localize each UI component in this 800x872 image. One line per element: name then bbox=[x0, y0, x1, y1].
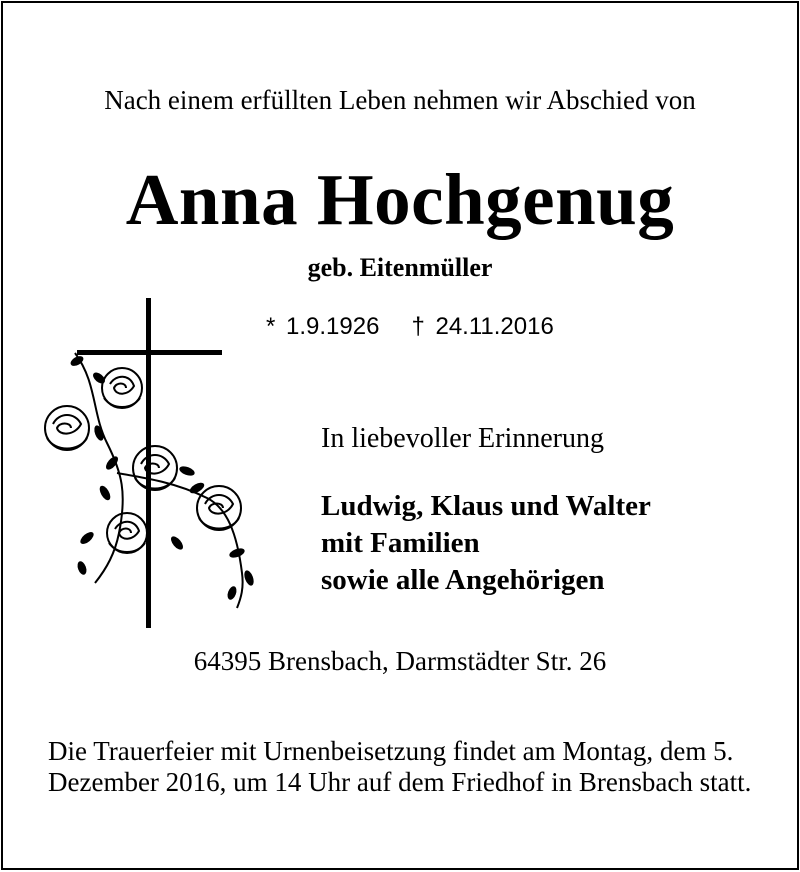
obituary-notice bbox=[1, 1, 799, 870]
ceremony-text: Die Trauerfeier mit Urnenbeisetzung findet am Montag, dem 5. Dezember 2016, um 14 Uhr auf dem Friedhof in Brensbach statt. bbox=[48, 736, 752, 797]
birth-name: geb. Eitenmüller bbox=[307, 253, 493, 282]
birth-date: * 1.9.1926 bbox=[266, 313, 380, 340]
life-dates bbox=[266, 313, 554, 341]
cross-with-roses-icon bbox=[37, 293, 267, 633]
mourner-line: mit Familien bbox=[321, 527, 480, 559]
mourners-list bbox=[321, 488, 651, 599]
memory-line: In liebevoller Erinnerung bbox=[321, 423, 605, 454]
mourner-line: Ludwig, Klaus und Walter bbox=[321, 490, 651, 522]
mourner-line: sowie alle Angehörigen bbox=[321, 564, 605, 596]
death-date: † 24.11.2016 bbox=[411, 313, 554, 340]
address: 64395 Brensbach, Darmstädter Str. 26 bbox=[193, 646, 607, 676]
deceased-name: Anna Hochgenug bbox=[125, 159, 675, 240]
intro-text: Nach einem erfüllten Leben nehmen wir Abschied von bbox=[104, 85, 696, 115]
